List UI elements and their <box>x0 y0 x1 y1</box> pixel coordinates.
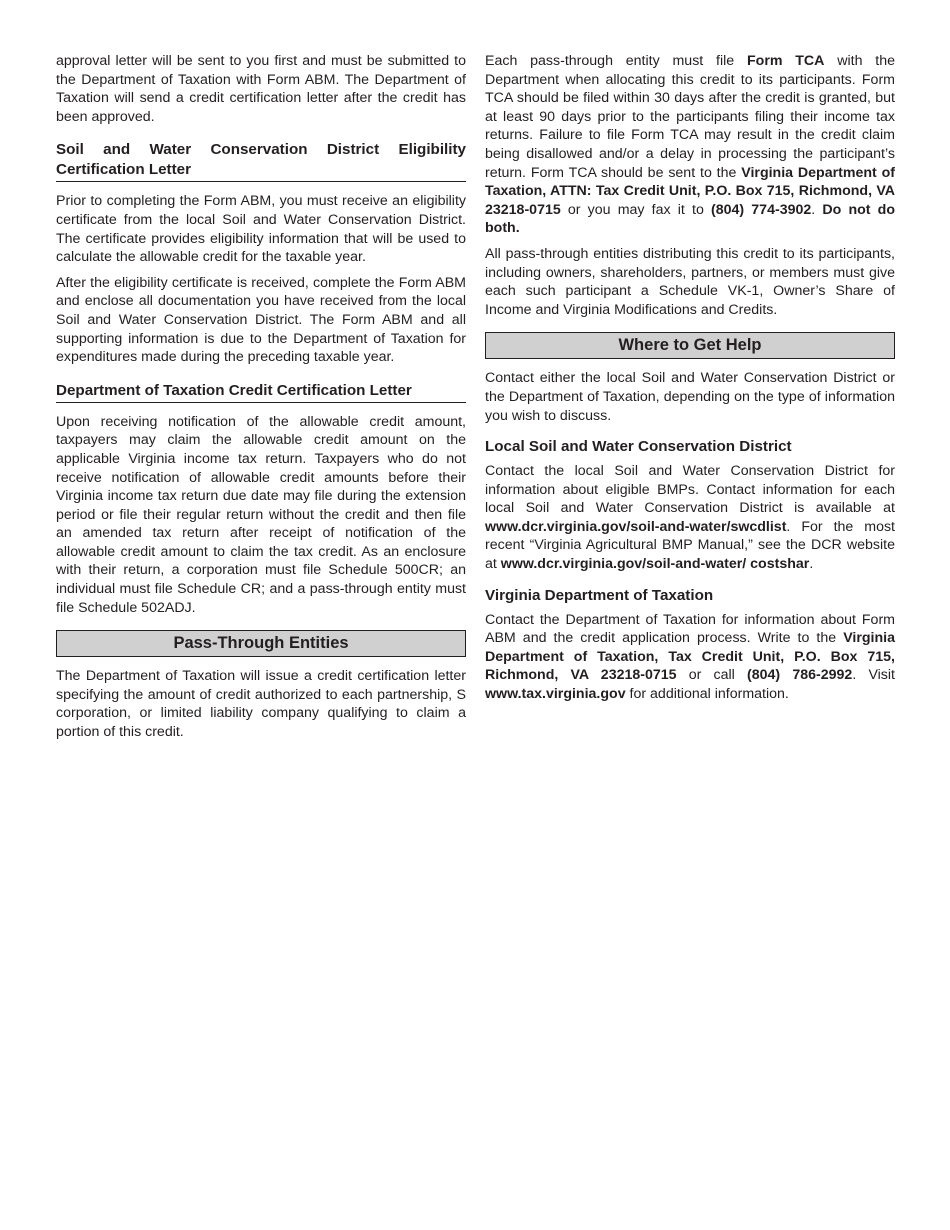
help-paragraph: Contact either the local Soil and Water Conservation District or the Department of Taxation, depending on the type of information you wish to discuss. <box>485 370 895 424</box>
fax-number: (804) 774-3902 <box>711 201 812 218</box>
text-run: Contact the Department of Taxation for information about Form ABM and the credit application process. Write to the <box>485 611 895 647</box>
text-run: . Visit <box>852 667 895 684</box>
phone-number: (804) 786-2992 <box>747 667 853 684</box>
text-run: for additional information. <box>625 686 789 703</box>
text-run: or call <box>676 667 748 684</box>
where-to-get-help-heading: Where to Get Help <box>485 332 895 359</box>
text-run: Each pass-through entity must file <box>485 53 747 69</box>
text-run: . For the most recent “Virginia Agricultural BMP Manual,” see the DCR website at <box>485 518 895 573</box>
bold-run: Form TCA <box>746 53 825 69</box>
form-tca-paragraph <box>485 52 895 238</box>
soil-water-paragraph-2: After the eligibility certificate is received, complete the Form ABM and enclose all documentation you have received from the local Soil and Water Conservation District. The Form ABM and all supporting information is due to the Department of Taxation for expenditures made during the preceding taxable year. <box>56 274 466 366</box>
vk1-paragraph: All pass-through entities distributing this credit to its participants, including owners, shareholders, partners, or members must give each such participant a Schedule VK-1, Owner’s Share of Income and Virginia Modifications and Credits. <box>485 245 895 318</box>
text-run: . <box>809 556 814 573</box>
text-run: Contact the local Soil and Water Conservation District for information about eligible BMPs. Contact information for each local Soil and Water Conservation District is available at <box>485 463 895 517</box>
local-district-paragraph <box>485 462 895 574</box>
credit-certification-heading: Department of Taxation Credit Certification Letter <box>56 381 466 403</box>
bold-run: Do not do both. <box>485 201 895 237</box>
bold-run: Virginia Department of Taxation, ATTN: Tax Credit Unit, P.O. Box 715, Richmond, VA 23218-0715 <box>485 164 896 218</box>
virginia-taxation-heading: Virginia Department of Taxation <box>485 586 714 604</box>
bold-run: Virginia Department of Taxation, Tax Credit Unit, P.O. Box 715, Richmond, VA 23218-0715 <box>485 630 895 684</box>
swcdlist-link[interactable]: www.dcr.virginia.gov/soil-and-water/swcdlist <box>485 518 787 535</box>
local-district-heading: Local Soil and Water Conservation District <box>485 438 792 456</box>
virginia-taxation-paragraph <box>485 611 895 704</box>
text-run: . <box>811 201 823 218</box>
pass-through-paragraph: The Department of Taxation will issue a credit certification letter specifying the amount of credit authorized to each partnership, S corporation, or limited liability company qualifying to claim a portion of this credit. <box>56 668 466 741</box>
credit-certification-paragraph: Upon receiving notification of the allowable credit amount, taxpayers may claim the allowable credit amount on the applicable Virginia income tax return. Taxpayers who do not receive notification of allowable credit amounts before their Virginia income tax return due date may file during the extension period or file their regular return without the credit and then file an amended tax return after receipt of notification of the allowable credit amount to claim the tax credit. As an enclosure with their return, a corporation must file Schedule 500CR; an individual must file Schedule CR; and a pass-through entity must file Schedule 502ADJ. <box>56 413 466 616</box>
right-column <box>485 52 895 711</box>
intro-paragraph: approval letter will be sent to you first and must be submitted to the Department of Taxation with Form ABM. The Department of Taxation will send a credit certification letter after the credit has been approved. <box>56 53 466 125</box>
text-run: or you may fax it to <box>560 201 712 218</box>
pass-through-heading: Pass-Through Entities <box>56 630 466 657</box>
costshar-link[interactable]: www.dcr.virginia.gov/soil-and-water/ costshar <box>500 556 810 573</box>
soil-water-paragraph-1: Prior to completing the Form ABM, you must receive an eligibility certificate from the local Soil and Water Conservation District. The certificate provides eligibility information that will be used to calculate the allowable credit for the taxable year. <box>56 193 466 266</box>
text-run: with the Department when allocating this credit to its participants. Form TCA should be filed within 30 days after the credit is granted, but at least 90 days prior to the participants filing their income tax returns. Failure to file Form TCA may result in the credit claim being disallowed and/or a delay in processing the participant’s return. Form TCA should be sent to the <box>485 53 895 181</box>
left-column <box>56 52 466 749</box>
tax-website-link[interactable]: www.tax.virginia.gov <box>485 686 626 703</box>
soil-water-heading: Soil and Water Conservation District Eligibility Certification Letter <box>56 140 466 182</box>
